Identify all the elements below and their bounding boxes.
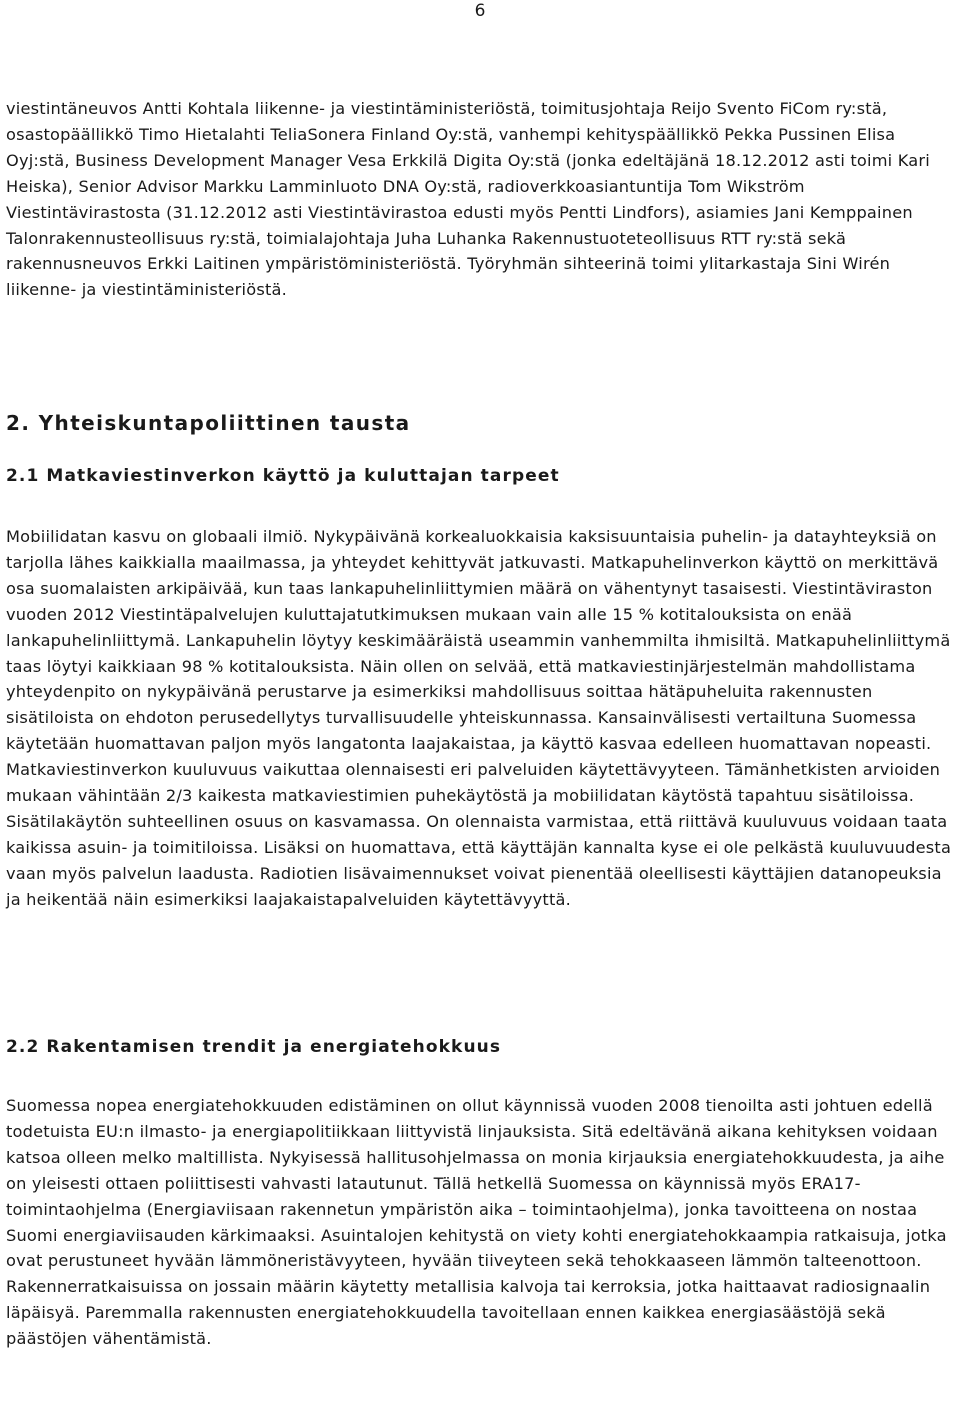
section-2-2-heading: 2.2 Rakentamisen trendit ja energiatehokkuus	[6, 1037, 502, 1057]
section-2-1-heading: 2.1 Matkaviestinverkon käyttö ja kuluttajan tarpeet	[6, 466, 560, 486]
section-2-1-paragraph: Mobiilidatan kasvu on globaali ilmiö. Nykypäivänä korkealuokkaisia kaksisuuntaisia puhelin- ja datayhteyksiä on tarjolla lähes kaikkialla maailmassa, ja yhteydet kehittyvät jatkuvasti. Matkapuhelinverkon käyttö on merkittävä osa suomalaisten arkipäivää, kun taas lankapuhelinliittymien määrä on vähentynyt tasaisesti. Viestintäviraston vuoden 2012 Viestintäpalvelujen kuluttajatutkimuksen mukaan vain alle 15 % kotitalouksista on enää lankapuhelinliittymä. Lankapuhelin löytyy keskimääräistä useammin vanhemmilta ihmisiltä. Matkapuhelinliittymä taas löytyi kaikkiaan 98 % kotitalouksista. Näin ollen on selvää, että matkaviestinjärjestelmän mahdollistama yhteydenpito on nykypäivänä perustarve ja esimerkiksi mahdollisuus soittaa hätäpuheluita rakennusten sisätiloista on ehdoton perusedellytys turvallisuudelle yhteiskunnassa. Kansainvälisesti vertailtuna Suomessa käytetään huomattavan paljon myös langatonta laajakaistaa, ja käyttö kasvaa edelleen huomattavan nopeasti. Matkaviestinverkon kuuluvuus vaikuttaa olennaisesti eri palveluiden käytettävyyteen. Tämänhetkisten arvioiden mukaan vähintään 2/3 kaikesta matkaviestimien puhekäytöstä ja mobiilidatan käytöstä tapahtuu sisätiloissa. Sisätilakäytön suhteellinen osuus on kasvamassa. On olennaista varmistaa, että riittävä kuuluvuus voidaan taata kaikissa asuin- ja toimitiloissa. Lisäksi on huomattava, että käyttäjän kannalta kyse ei ole pelkästä kuuluvuudesta vaan myös palvelun laadusta. Radiotien lisävaimennukset voivat pienentää oleellisesti käyttäjien datanopeuksia ja heikentää näin esimerkiksi laajakaistapalveluiden käytettävyyttä.	[6, 527, 952, 909]
section-2-2-paragraph: Suomessa nopea energiatehokkuuden edistäminen on ollut käynnissä vuoden 2008 tienoilta asti johtuen edellä todetuista EU:n ilmasto- ja energiapolitiikkaan liittyvistä linjauksista. Sitä edeltävänä aikana kehityksen voidaan katsoa olleen melko maltillista. Nykyisessä hallitusohjelmassa on monia kirjauksia energiatehokkuudesta, ja aihe on yleisesti ottaen poliittisesti vahvasti latautunut. Tällä hetkellä Suomessa on käynnissä myös ERA17-toimintaohjelma (Energiaviisaan rakennetun ympäristön aika – toimintaohjelma), jonka tavoitteena on nostaa Suomi energiaviisauden kärkimaaksi. Asuintalojen kehitystä on viety kohti energiatehokkaampia ratkaisuja, jotka ovat perustuneet hyvään lämmöneristävyyteen, hyvään tiiveyteen sekä tehokkaaseen lämmön talteenottoon. Rakennerratkaisuissa on jossain määrin käytetty metallisia kalvoja tai kerroksia, jotka haittaavat radiosignaalin läpäisyä. Paremmalla rakennusten energiatehokkuudella tavoitellaan ennen kaikkea energiasäästöjä sekä päästöjen vähentämistä.	[6, 1096, 947, 1349]
section-2-heading: 2. Yhteiskuntapoliittinen tausta	[6, 411, 411, 435]
page-number: 6	[474, 1, 486, 21]
intro-paragraph: viestintäneuvos Antti Kohtala liikenne- ja viestintäministeriöstä, toimitusjohtaja Reijo Svento FiCom ry:stä, osastopäällikkö Timo Hietalahti TeliaSonera Finland Oy:stä, vanhempi kehityspäällikkö Pekka Pussinen Elisa Oyj:stä, Business Development Manager Vesa Erkkilä Digita Oy:stä (jonka edeltäjänä 18.12.2012 asti toimi Kari Heiska), Senior Advisor Markku Lamminluoto DNA Oy:stä, radioverkkoasiantuntija Tom Wikström Viestintävirastosta (31.12.2012 asti Viestintävirastoa edusti myös Pentti Lindfors), asiamies Jani Kemppainen Talonrakennusteollisuus ry:stä, toimialajohtaja Juha Luhanka Rakennustuoteteollisuus RTT ry:stä sekä rakennusneuvos Erkki Laitinen ympäristöministeriöstä. Työryhmän sihteerinä toimi ylitarkastaja Sini Wirén liikenne- ja viestintäministeriöstä.	[6, 99, 930, 300]
